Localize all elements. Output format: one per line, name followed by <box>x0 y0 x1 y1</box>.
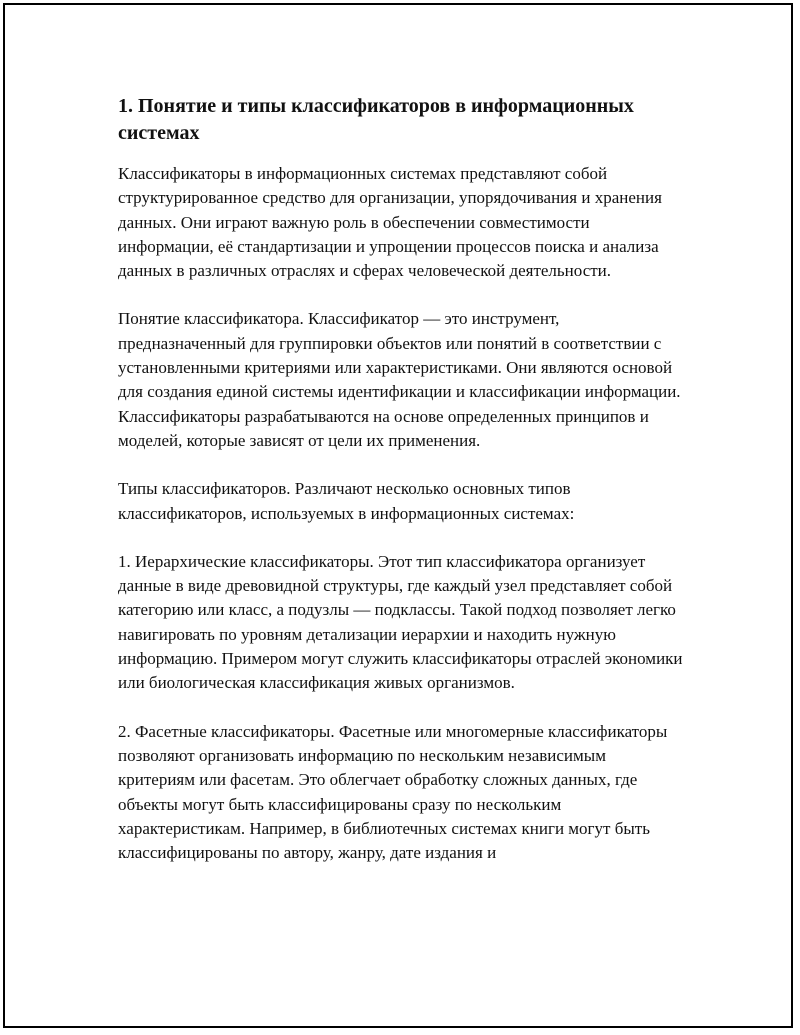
paragraph-faceted: 2. Фасетные классификаторы. Фасетные или многомерные классификаторы позволяют организовать информацию по нескольким независимым критериям или фасетам. Это облегчает обработку сложных данных, где объекты могут быть классифицированы сразу по нескольким характеристикам. Например, в библиотечных системах книги могут быть классифицированы по автору, жанру, дате издания и <box>118 721 668 863</box>
paragraph-hierarchical: 1. Иерархические классификаторы. Этот тип классификатора организует данные в виде древовидной структуры, где каждый узел представляет собой категорию или класс, а подузлы — подклассы. Такой подход позволяет легко навигировать по уровням детализации иерархии и находить нужную информацию. Примером могут служить классификаторы отраслей экономики или биологическая классификация живых организмов. <box>118 551 683 693</box>
paragraph-intro: Классификаторы в информационных системах представляют собой структурированное средство для организации, упорядочивания и хранения данных. Они играют важную роль в обеспечении совместимости информации, её стандартизации и упрощении процессов поиска и анализа данных в различных отраслях и сферах человеческой деятельности. <box>118 164 662 281</box>
paragraph-types-intro: Типы классификаторов. Различают несколько основных типов классификаторов, используемых в информационных системах: <box>118 479 575 523</box>
paragraph-definition: Понятие классификатора. Классификатор — это инструмент, предназначенный для группировки объектов или понятий в соответствии с установленными критериями или характеристиками. Они являются основой для создания единой системы идентификации и классификации информации. Классификаторы разрабатываются на основе определенных принципов и моделей, которые зависят от цели их применения. <box>118 309 681 450</box>
section-heading: 1. Понятие и типы классификаторов в информационных системах <box>118 95 634 144</box>
document-body <box>118 93 683 889</box>
